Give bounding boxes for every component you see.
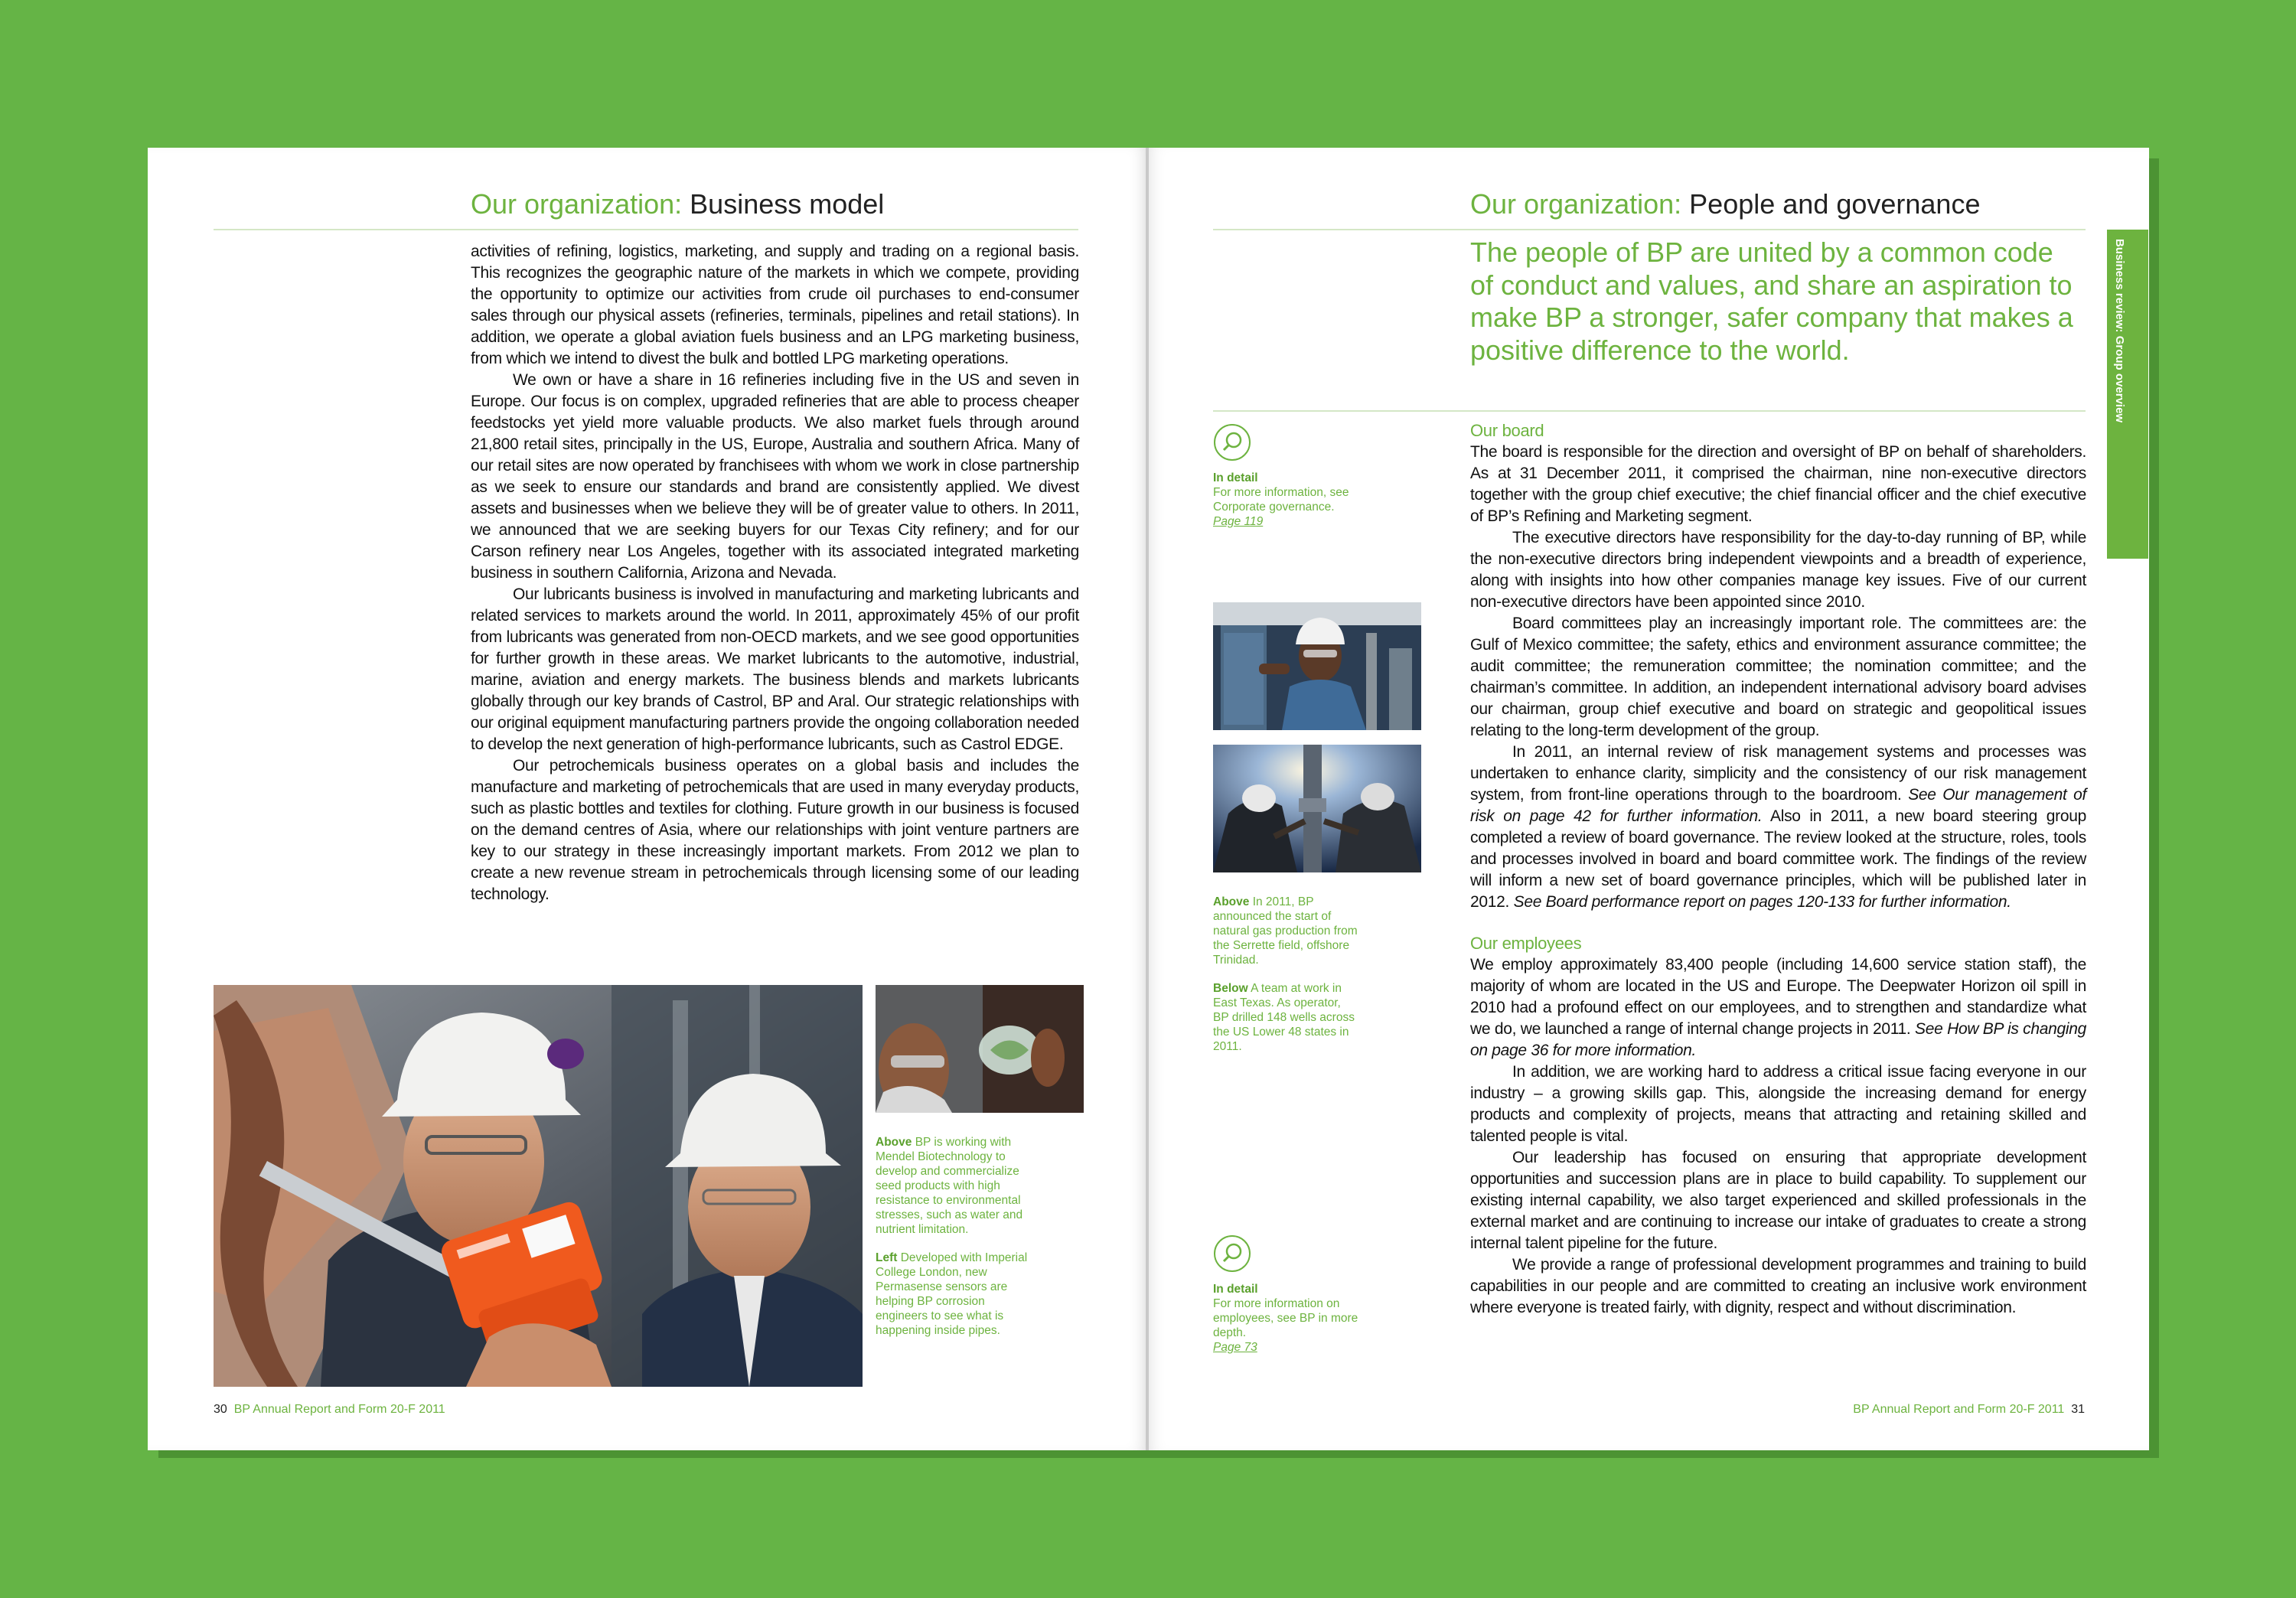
paragraph: In addition, we are working hard to address a critical issue facing everyone in our industry – a growing skills gap. This, alongside the increasing demand for energy products and complexity of projects, means that attracting and retaining skilled and talented people is vital. [1470,1063,2086,1145]
folio-text: BP Annual Report and Form 20-F 2011 [233,1403,445,1416]
caption-left [876,1251,1029,1338]
lead-statement: The people of BP are united by a common code of conduct and values, and share an aspiration to make BP a stronger, safer company that makes a positive difference to the world. [1470,236,2073,366]
photo-gas-production [1213,602,1421,730]
heading-rule [1213,229,2086,230]
paragraph-text: In 2011, an internal review of risk management systems and processes was undertaken to enhance clarity, simplicity and the consistency of our risk management system, from front-line operations through to the boardroom. [1470,743,2086,804]
caption-label: Above [1213,895,1250,908]
caption-label: Below [1213,982,1248,995]
workers-sensor-image [214,985,863,1387]
page-link-73[interactable]: Page 73 [1213,1341,1257,1354]
lab-researcher-image [876,985,1084,1113]
folio-text: BP Annual Report and Form 20-F 2011 [1853,1403,2065,1416]
detail-label: In detail [1213,471,1258,484]
section-side-tab[interactable] [2107,230,2148,559]
caption-text: BP is working with Mendel Biotechnology to develop and commercialize seed products with high resistance to environmental stresses, such as water and nutrient limitation. [876,1136,1023,1236]
gas-production-image [1213,602,1421,730]
caption-text: Developed with Imperial College London, new Permasense sensors are helping BP corrosion engineers to see what is happening inside pipes. [876,1251,1028,1337]
caption-label: Above [876,1136,912,1149]
paragraph: We provide a range of professional development programmes and training to build capabilities in our people and are committed to creating an inclusive work environment where everyone is treated fairly, with dignity, respect and without discrimination. [1470,1256,2086,1316]
left-folio [214,1403,445,1417]
paragraph: Board committees play an increasingly important role. The committees are: the Gulf of Mexico committee; the safety, ethics and environment assurance committee; the audit committee; the remuneration committee; the nomination committee; and the chairman’s committee. In addition, an independent international advisory board advises our chairman, group chief executive and board on strategic and geopolitical issues relating to the long-term development of the group. [1470,615,2086,739]
lead-rule [1213,410,2086,412]
paragraph [1470,954,2086,1062]
left-page [148,148,1146,1450]
caption-text: In 2011, BP announced the start of natural gas production from the Serrette field, offshore Trinidad. [1213,895,1358,967]
paragraph: The board is responsible for the direction and oversight of BP on behalf of shareholders. As at 31 December 2011, it comprised the chairman, nine non-executive directors together with the group chief executive; the chief financial officer and the chief executive of BP’s Refining and Marketing segment. [1470,443,2086,525]
right-page [1149,148,2149,1450]
right-page-heading [1470,188,1980,221]
paragraph: Our petrochemicals business operates on a global basis and includes the manufacture and marketing of petrochemicals that are used in many everyday products, such as plastic bottles and textiles for clothing. Future growth in our business is focused on the demand centres of Asia, where our relationships with joint venture partners are key to our strategy in these increasingly important markets. From 2012 we plan to create a new revenue stream in petrochemicals through licensing some of our leading technology. [471,757,1079,903]
left-body-text [471,241,1079,905]
caption-above [1213,895,1358,967]
detail-box-governance [1213,471,1397,529]
cross-reference: See Our management of risk on page 42 for further information. [1470,786,2086,825]
section-heading-board: Our board [1470,421,1544,440]
paragraph [1470,742,2086,913]
magnifier-icon [1213,423,1251,461]
left-page-heading [471,188,884,221]
paragraph: We own or have a share in 16 refineries including five in the US and seven in Europe. Our focus is on complex, upgraded refineries that are able to process cheaper feedstocks yet yield more valuable products. We also market fuels through around 21,800 retail sites, principally in the US, Europe, Australia and southern Africa. Many of our retail sites are now operated by franchisees with whom we work in close partnership as we seek to ensure our standards and brand are consistently applied. We divest assets and businesses when we believe they will be of greater value to others. In 2011, we announced that we are seeking buyers for our Texas City refinery; and for our Carson refinery near Los Angeles, together with its associated integrated marketing business in southern California, Arizona and Nevada. [471,371,1079,582]
paragraph: Our lubricants business is involved in manufacturing and marketing lubricants and related services to markets around the world. In 2011, approximately 45% of our profit from lubricants was generated from non-OECD markets, and we see good opportunities for further growth in these areas. We market lubricants to the automotive, industrial, marine, aviation and energy markets. The business blends and markets lubricants globally through our key brands of Castrol, BP and Aral. Our strategic relationships with our original equipment manufacturing partners provide the ongoing collaboration needed to develop the next generation of high-performance lubricants, such as Castrol EDGE. [471,585,1079,753]
detail-text: For more information on employees, see BP in more depth. [1213,1297,1358,1339]
heading-title: Business model [690,188,885,220]
caption-above [876,1135,1029,1237]
paragraph: activities of refining, logistics, marketing, and supply and trading on a regional basis. This recognizes the geographic nature of the markets in which we compete, providing the opportunity to optimize our activities from crude oil purchases to end-consumer sales through our physical assets (refineries, terminals, pipelines and retail stations). In addition, we operate a global aviation fuels business and an LPG marketing business, from which we intend to divest the bulk and bottled LPG marketing operations. [471,243,1079,367]
paragraph: Our leadership has focused on ensuring that appropriate development opportunities and succession plans are in place to build capability. To supplement our existing internal capability, we also target experienced and skilled professionals in the external market and are continuing to increase our intake of graduates to create a strong internal talent pipeline for the future. [1470,1149,2086,1252]
photo-team-east-texas [1213,745,1421,872]
page-number: 30 [214,1403,227,1416]
caption-text: A team at work in East Texas. As operator, BP drilled 148 wells across the US Lower 48 states in 2011. [1213,982,1355,1053]
paragraph: The executive directors have responsibility for the day-to-day running of BP, while the non-executive directors bring independent viewpoints and a breadth of experience, along with insights into how other companies manage key issues. Five of our current non-executive directors have been appointed since 2010. [1470,529,2086,611]
heading-rule [214,229,1078,230]
photo-workers-sensor [214,985,863,1387]
caption-label: Left [876,1251,898,1264]
detail-box-employees [1213,1282,1358,1355]
paragraph-text: Also in 2011, a new board steering group completed a review of board governance. The review looked at the structure, roles, tools and processes involved in board and board committee work. The findings of the review will inform a new set of board governance principles, which will be published later in 2012. [1470,807,2086,911]
cross-reference: See How BP is changing on page 36 for more information. [1470,1020,2086,1059]
heading-title: People and governance [1689,188,1981,220]
cross-reference: See Board performance report on pages 120-133 for further information. [1513,893,2011,911]
side-tab-label: Business review: Group overview [2113,239,2126,423]
heading-prefix: Our organization: [471,188,683,220]
detail-label: In detail [1213,1283,1258,1296]
page-link-119[interactable]: Page 119 [1213,515,1264,528]
team-east-texas-image [1213,745,1421,872]
photo-lab-researcher [876,985,1084,1113]
caption-below [1213,981,1358,1054]
right-captions [1213,895,1358,1068]
left-captions [876,1135,1029,1352]
section-heading-employees: Our employees [1470,934,1582,953]
right-folio [1853,1403,2085,1417]
heading-prefix: Our organization: [1470,188,1682,220]
right-body-text [1470,420,2086,1319]
magnifier-icon [1213,1234,1251,1273]
detail-text: For more information, see Corporate governance. [1213,486,1349,514]
paragraph-text: We employ approximately 83,400 people (including 14,600 service station staff), the majority of whom are located in the US and Europe. The Deepwater Horizon oil spill in 2010 had a profound effect on our employees, and to strengthen and standardize what we do, we launched a range of internal change projects in 2011. [1470,956,2086,1038]
page-number: 31 [2071,1403,2085,1416]
